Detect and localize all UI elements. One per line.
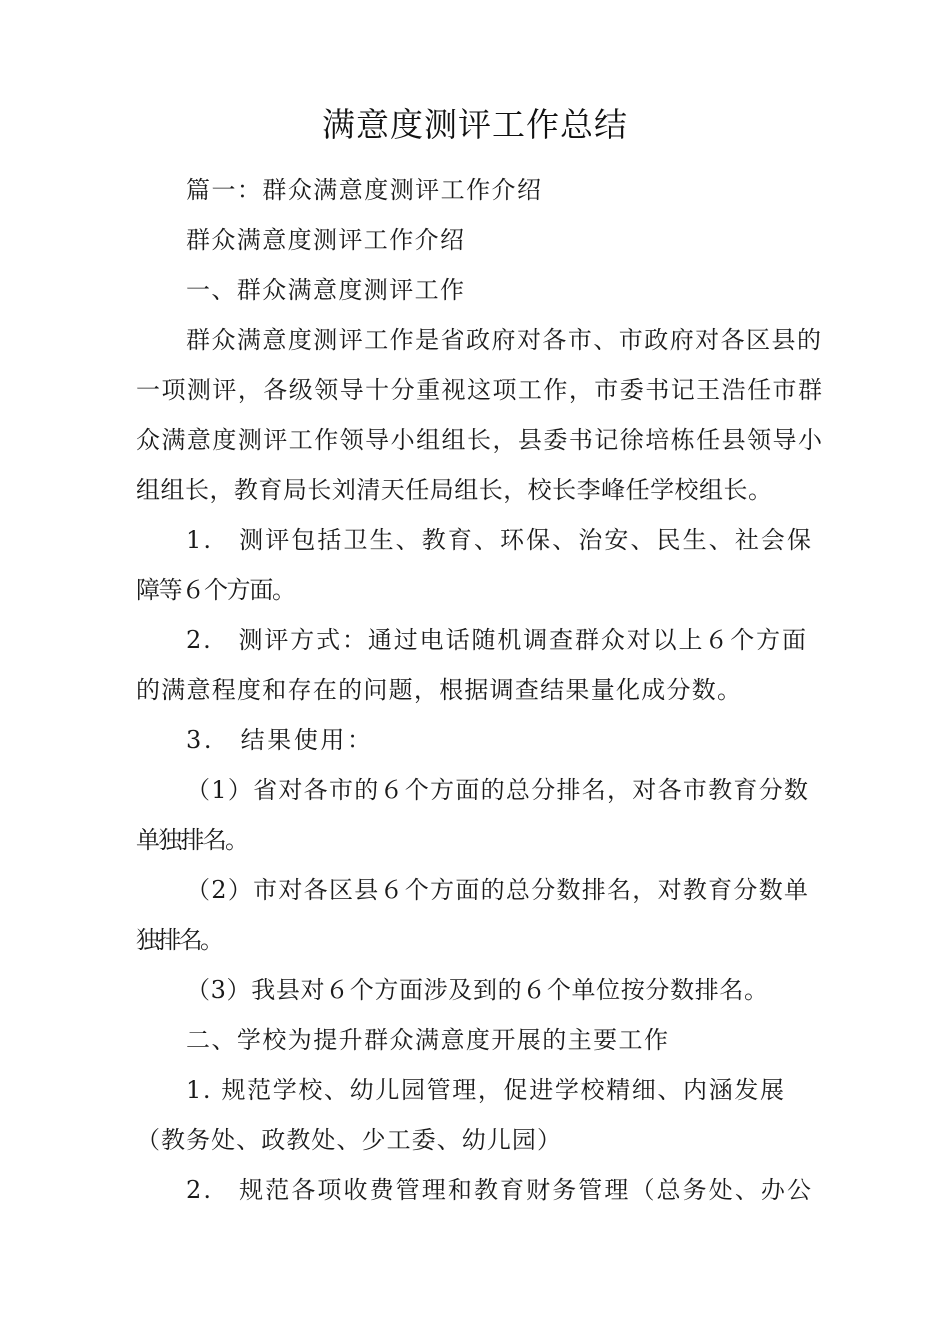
text-line: 一项测评，各级领导十分重视这项工作，市委书记王浩任市群 [136, 376, 824, 404]
text-line: 群众满意度测评工作是省政府对各市、市政府对各区县的 [186, 326, 823, 354]
text-line: 众满意度测评工作领导小组组长，县委书记徐培栋任县领导小 [136, 426, 824, 454]
text-line: （2）市对各区县６个方面的总分数排名，对教育分数单 [186, 876, 810, 904]
text-line: 3. 结果使用： [186, 726, 374, 754]
text-line: 2. 测评方式：通过电话随机调查群众对以上６个方面 [186, 626, 808, 654]
text-line: 篇一：群众满意度测评工作介绍 [186, 176, 543, 204]
document-title: 满意度测评工作总结 [322, 105, 628, 144]
text-line: 群众满意度测评工作介绍 [186, 226, 466, 254]
text-line: 单独排名。 [136, 826, 248, 854]
text-line: 2. 规范各项收费管理和教育财务管理（总务处、办公 [186, 1176, 814, 1204]
text-line: 二、学校为提升群众满意度开展的主要工作 [186, 1026, 670, 1054]
text-line: 障等６个方面。 [136, 576, 295, 604]
text-line: 的满意程度和存在的问题，根据调查结果量化成分数。 [136, 676, 743, 704]
text-line: （教务处、政教处、少工委、幼儿园） [136, 1126, 563, 1154]
text-line: 组组长，教育局长刘清天任局组长，校长李峰任学校组长。 [136, 476, 773, 504]
text-line: 1. 测评包括卫生、教育、环保、治安、民生、社会保 [186, 526, 814, 554]
text-line: 独排名。 [136, 926, 222, 954]
text-line: （1）省对各市的６个方面的总分排名，对各市教育分数 [186, 776, 810, 804]
text-line: （3）我县对６个方面涉及到的６个单位按分数排名。 [186, 976, 769, 1004]
text-line: 一、群众满意度测评工作 [186, 276, 466, 304]
text-line: 1. 规范学校、幼儿园管理，促进学校精细、内涵发展 [186, 1076, 786, 1104]
